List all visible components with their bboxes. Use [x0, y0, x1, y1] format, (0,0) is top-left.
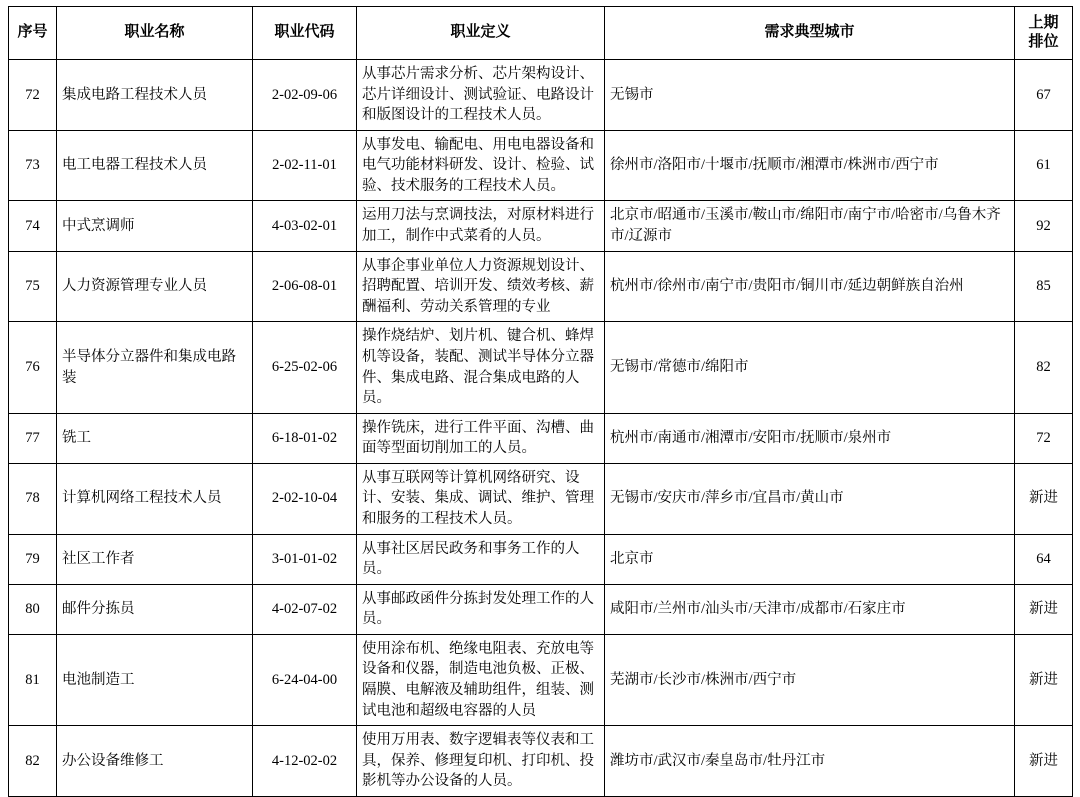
- table-row: [9, 201, 1073, 251]
- cell-name: 计算机网络工程技术人员: [57, 463, 253, 534]
- column-header-cities: 需求典型城市: [605, 7, 1015, 60]
- cell-previous-rank: 61: [1015, 130, 1073, 201]
- column-header-previous-rank-line1: 上期: [1028, 15, 1059, 32]
- cell-code: 4-03-02-01: [253, 201, 357, 251]
- cell-previous-rank: 新进: [1015, 463, 1073, 534]
- table-row: [9, 413, 1073, 463]
- cell-seq: 74: [9, 201, 57, 251]
- column-header-definition: 职业定义: [357, 7, 605, 60]
- cell-definition: 从事芯片需求分析、芯片架构设计、芯片详细设计、测试验证、电路设计和版图设计的工程技术人员。: [357, 60, 605, 131]
- cell-previous-rank: 82: [1015, 322, 1073, 413]
- cell-seq: 81: [9, 634, 57, 725]
- cell-definition: 从事社区居民政务和事务工作的人员。: [357, 534, 605, 584]
- cell-code: 3-01-01-02: [253, 534, 357, 584]
- table-row: [9, 251, 1073, 322]
- table-body: [9, 60, 1073, 797]
- cell-code: 6-24-04-00: [253, 634, 357, 725]
- cell-previous-rank: 新进: [1015, 726, 1073, 797]
- cell-name: 半导体分立器件和集成电路装: [57, 322, 253, 413]
- cell-name: 社区工作者: [57, 534, 253, 584]
- cell-name: 集成电路工程技术人员: [57, 60, 253, 131]
- cell-seq: 79: [9, 534, 57, 584]
- cell-code: 2-02-09-06: [253, 60, 357, 131]
- column-header-code: 职业代码: [253, 7, 357, 60]
- cell-cities: 咸阳市/兰州市/汕头市/天津市/成都市/石家庄市: [605, 584, 1015, 634]
- cell-definition: 操作烧结炉、划片机、键合机、蜂焊机等设备，装配、测试半导体分立器件、集成电路、混合集成电路的人员。: [357, 322, 605, 413]
- cell-cities: 潍坊市/武汉市/秦皇岛市/牡丹江市: [605, 726, 1015, 797]
- cell-code: 2-02-10-04: [253, 463, 357, 534]
- table-row: [9, 463, 1073, 534]
- cell-definition: 使用涂布机、绝缘电阻表、充放电等设备和仪器，制造电池负极、正极、隔膜、电解液及辅助组件，组装、测试电池和超级电容器的人员: [357, 634, 605, 725]
- cell-cities: 芜湖市/长沙市/株洲市/西宁市: [605, 634, 1015, 725]
- cell-seq: 77: [9, 413, 57, 463]
- cell-definition: 从事发电、输配电、用电电器设备和电气功能材料研发、设计、检验、试验、技术服务的工程技术人员。: [357, 130, 605, 201]
- column-header-name: 职业名称: [57, 7, 253, 60]
- table-row: [9, 130, 1073, 201]
- table-row: [9, 584, 1073, 634]
- table-row: [9, 726, 1073, 797]
- cell-cities: 徐州市/洛阳市/十堰市/抚顺市/湘潭市/株洲市/西宁市: [605, 130, 1015, 201]
- table-row: [9, 534, 1073, 584]
- cell-previous-rank: 67: [1015, 60, 1073, 131]
- cell-seq: 78: [9, 463, 57, 534]
- cell-code: 4-02-07-02: [253, 584, 357, 634]
- cell-name: 办公设备维修工: [57, 726, 253, 797]
- cell-cities: 无锡市: [605, 60, 1015, 131]
- cell-seq: 82: [9, 726, 57, 797]
- occupation-shortage-table: [8, 6, 1073, 797]
- cell-definition: 运用刀法与烹调技法，对原材料进行加工，制作中式菜肴的人员。: [357, 201, 605, 251]
- cell-code: 6-25-02-06: [253, 322, 357, 413]
- cell-cities: 杭州市/徐州市/南宁市/贵阳市/铜川市/延边朝鲜族自治州: [605, 251, 1015, 322]
- cell-seq: 76: [9, 322, 57, 413]
- column-header-seq: 序号: [9, 7, 57, 60]
- cell-code: 6-18-01-02: [253, 413, 357, 463]
- cell-cities: 杭州市/南通市/湘潭市/安阳市/抚顺市/泉州市: [605, 413, 1015, 463]
- cell-name: 人力资源管理专业人员: [57, 251, 253, 322]
- cell-cities: 北京市: [605, 534, 1015, 584]
- cell-name: 铣工: [57, 413, 253, 463]
- cell-code: 2-02-11-01: [253, 130, 357, 201]
- cell-seq: 72: [9, 60, 57, 131]
- cell-previous-rank: 64: [1015, 534, 1073, 584]
- table-row: [9, 634, 1073, 725]
- cell-definition: 操作铣床，进行工件平面、沟槽、曲面等型面切削加工的人员。: [357, 413, 605, 463]
- table-header-row: [9, 7, 1073, 60]
- cell-code: 2-06-08-01: [253, 251, 357, 322]
- cell-definition: 从事邮政函件分拣封发处理工作的人员。: [357, 584, 605, 634]
- column-header-previous-rank: [1015, 7, 1073, 60]
- cell-previous-rank: 92: [1015, 201, 1073, 251]
- cell-previous-rank: 72: [1015, 413, 1073, 463]
- cell-seq: 80: [9, 584, 57, 634]
- cell-definition: 从事企事业单位人力资源规划设计、招聘配置、培训开发、绩效考核、薪酬福利、劳动关系管理的专业: [357, 251, 605, 322]
- cell-previous-rank: 85: [1015, 251, 1073, 322]
- column-header-previous-rank-line2: 排位: [1028, 34, 1059, 50]
- cell-cities: 无锡市/安庆市/萍乡市/宜昌市/黄山市: [605, 463, 1015, 534]
- cell-cities: 北京市/昭通市/玉溪市/鞍山市/绵阳市/南宁市/哈密市/乌鲁木齐市/辽源市: [605, 201, 1015, 251]
- cell-name: 电池制造工: [57, 634, 253, 725]
- cell-previous-rank: 新进: [1015, 634, 1073, 725]
- table-row: [9, 60, 1073, 131]
- cell-name: 邮件分拣员: [57, 584, 253, 634]
- cell-name: 电工电器工程技术人员: [57, 130, 253, 201]
- table-row: [9, 322, 1073, 413]
- cell-seq: 73: [9, 130, 57, 201]
- cell-definition: 从事互联网等计算机网络研究、设计、安装、集成、调试、维护、管理和服务的工程技术人员。: [357, 463, 605, 534]
- cell-cities: 无锡市/常德市/绵阳市: [605, 322, 1015, 413]
- cell-name: 中式烹调师: [57, 201, 253, 251]
- cell-code: 4-12-02-02: [253, 726, 357, 797]
- cell-definition: 使用万用表、数字逻辑表等仪表和工具，保养、修理复印机、打印机、投影机等办公设备的人员。: [357, 726, 605, 797]
- cell-previous-rank: 新进: [1015, 584, 1073, 634]
- cell-seq: 75: [9, 251, 57, 322]
- table-header: [9, 7, 1073, 60]
